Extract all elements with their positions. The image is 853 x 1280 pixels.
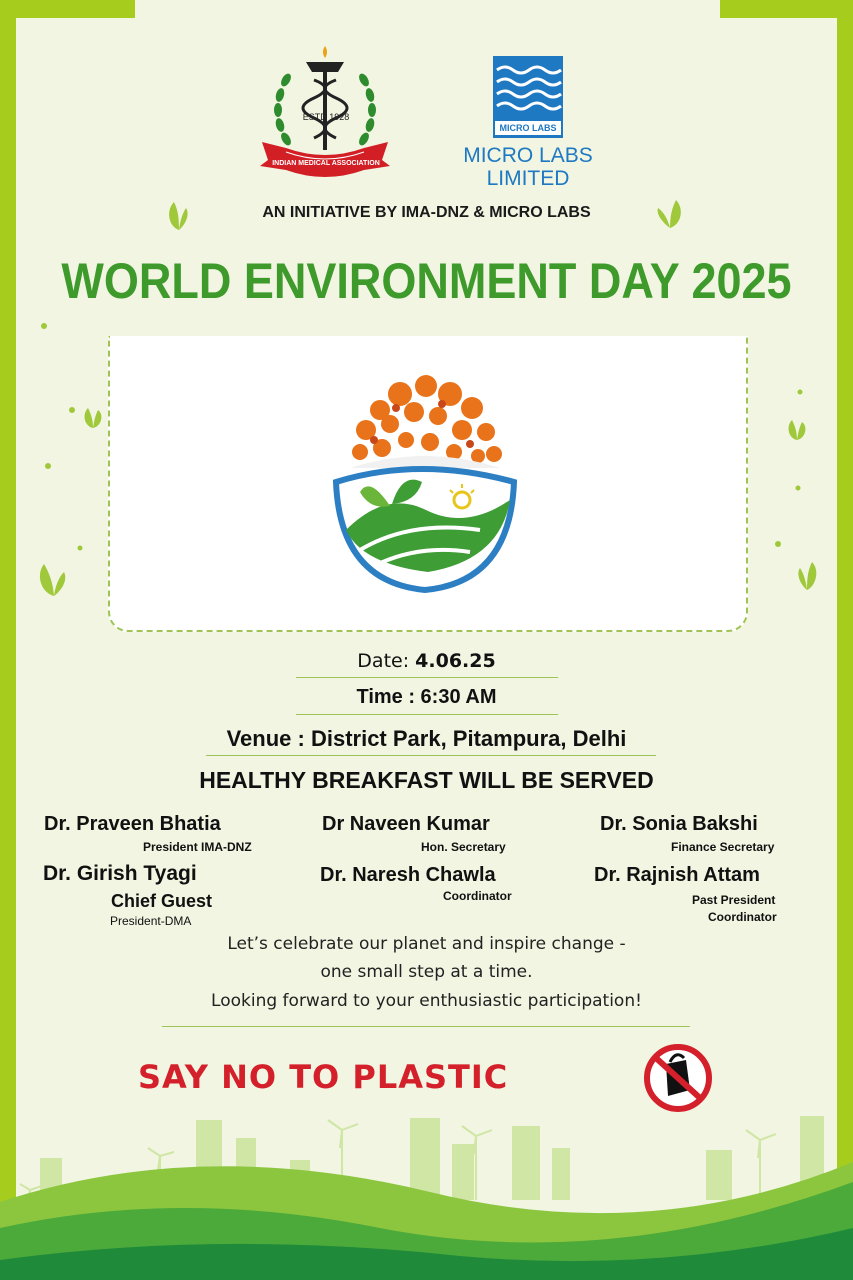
person-role: President-DMA — [110, 914, 192, 928]
person-role: Past President — [692, 893, 776, 907]
ima-estd: ESTD 1928 — [302, 112, 350, 122]
person-role: Hon. Secretary — [421, 840, 506, 854]
micro-name-line1: MICRO LABS — [463, 144, 593, 167]
micro-labs-logo-box — [493, 56, 563, 138]
micro-name-line2: LIMITED — [486, 167, 570, 190]
micro-box-label: MICRO LABS — [495, 121, 561, 135]
person-name: Dr. Naresh Chawla — [320, 864, 496, 886]
divider — [296, 714, 558, 715]
person-name: Dr. Sonia Bakshi — [600, 813, 758, 835]
divider — [296, 677, 558, 678]
person-role: President IMA-DNZ — [143, 840, 252, 854]
person-name: Dr. Praveen Bhatia — [44, 813, 221, 835]
date-value: 4.06.25 — [415, 650, 496, 672]
message-line: one small step at a time. — [320, 962, 533, 982]
person-name: Dr Naveen Kumar — [322, 813, 490, 835]
top-strip — [135, 0, 720, 18]
page-title: WORLD ENVIRONMENT DAY 2025 — [61, 253, 792, 309]
divider — [206, 755, 656, 756]
message-line: Let’s celebrate our planet and inspire change - — [227, 934, 626, 954]
person-role-primary: Chief Guest — [111, 891, 213, 911]
date-label: Date: — [357, 650, 416, 672]
ima-seal-text: INDIAN MEDICAL ASSOCIATION — [272, 160, 380, 167]
person-role: Coordinator — [708, 910, 777, 924]
micro-labs-waves-icon — [493, 56, 563, 118]
city-skyline — [0, 1110, 853, 1280]
event-time: Time : 6:30 AM — [356, 686, 497, 708]
person-role: Finance Secretary — [671, 840, 775, 854]
micro-labs-name — [438, 144, 618, 190]
initiative-text: AN INITIATIVE BY IMA-DNZ & MICRO LABS — [262, 204, 591, 221]
earth-bowl-icon — [330, 360, 520, 600]
person-role: Coordinator — [443, 889, 512, 903]
person-name: Dr. Girish Tyagi — [43, 862, 197, 885]
footer-slogan: SAY NO TO PLASTIC — [138, 1058, 509, 1096]
divider — [162, 1026, 690, 1027]
message-line: Looking forward to your enthusiastic participation! — [211, 991, 642, 1011]
event-venue: Venue : District Park, Pitampura, Delhi — [226, 726, 627, 751]
person-name: Dr. Rajnish Attam — [594, 864, 760, 886]
event-date — [0, 650, 853, 673]
no-plastic-icon — [642, 1042, 714, 1114]
breakfast-note: HEALTHY BREAKFAST WILL BE SERVED — [199, 767, 654, 793]
